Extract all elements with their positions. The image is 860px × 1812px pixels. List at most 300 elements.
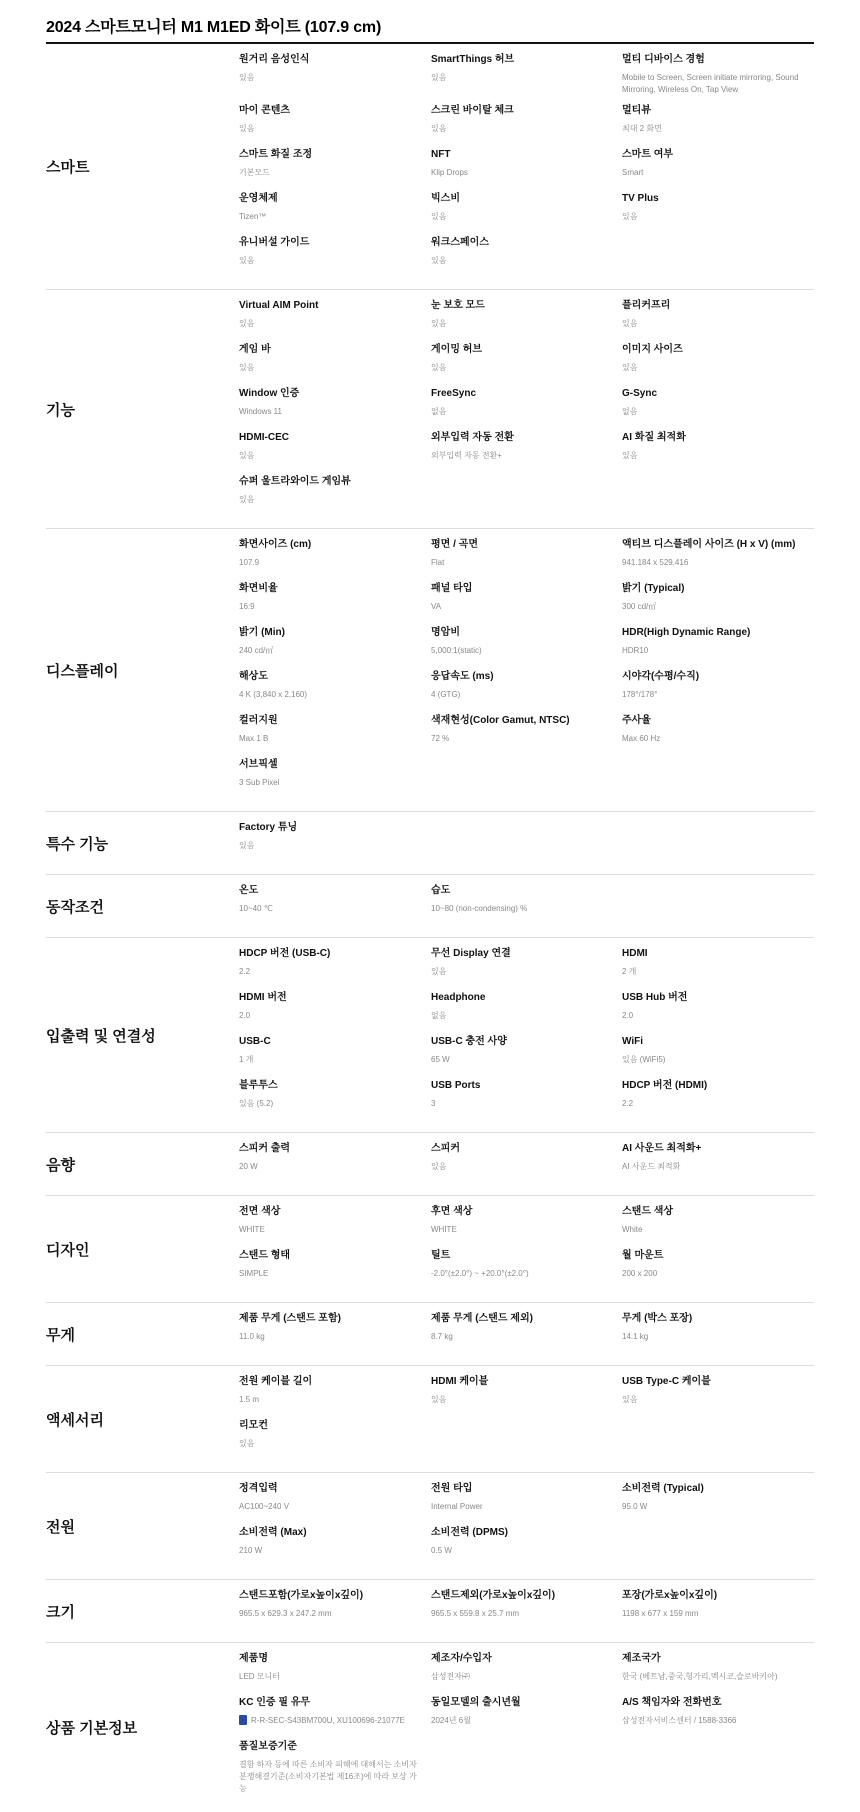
spec-name: 유니버설 가이드 [239,237,310,248]
spec-value: 외부입력 자동 전환+ [431,451,502,460]
spec-name: 마이 콘텐츠 [239,105,291,116]
spec-name: 게임 바 [239,344,271,355]
spec-grid [239,299,814,519]
spec-section [46,44,814,290]
spec-value: 240 cd/㎡ [239,646,274,655]
spec-value: 있음 [239,451,255,460]
spec-value: 있음 [431,73,447,82]
spec-item [239,387,431,431]
spec-item [239,1419,431,1463]
spec-item [622,1079,814,1123]
spec-name: 월 마운트 [622,1250,664,1261]
spec-item [431,1142,622,1186]
spec-item [431,1375,622,1419]
spec-name: A/S 책임자와 전화번호 [622,1697,722,1708]
spec-item [239,1312,431,1356]
spec-value: 10~40 ℃ [239,904,273,913]
spec-value: 200 x 200 [622,1269,658,1278]
spec-grid [239,947,814,1123]
spec-table [46,44,814,1812]
spec-name: 색재현성(Color Gamut, NTSC) [431,715,570,726]
spec-name: 온도 [239,885,259,896]
spec-value: 결함 하자 등에 따른 소비자 피해에 대해서는 소비자분쟁해결기준(소비자기본법 제16조)에 따라 보상 가능 [239,1760,417,1793]
spec-name: 전면 색상 [239,1206,281,1217]
kc-mark-icon [239,1715,247,1725]
spec-item [239,884,431,928]
spec-name: 전원 타입 [431,1483,473,1494]
spec-item [239,431,431,475]
spec-value: 있음 [622,1395,638,1404]
section-label: 동작조건 [46,898,104,916]
spec-name: 스탠드 색상 [622,1206,674,1217]
spec-name: 스마트 여부 [622,149,674,160]
spec-item [622,148,814,192]
section-label: 음향 [46,1156,75,1174]
spec-value: 2.2 [239,967,251,976]
spec-value: 있음 [239,73,255,82]
spec-item [239,947,431,991]
spec-value: 178°/178° [622,690,658,699]
section-label: 특수 기능 [46,835,109,853]
spec-value: 210 W [239,1546,263,1555]
spec-item [622,1035,814,1079]
spec-name: Factory 튜닝 [239,822,298,833]
spec-value: 있음 [622,319,638,328]
spec-value: 삼성전자서비스센터 / 1588-3366 [622,1716,737,1725]
spec-value: 2.0 [239,1011,251,1020]
spec-value: 5,000:1(static) [431,646,482,655]
spec-item [622,991,814,1035]
section-label: 스마트 [46,159,90,176]
spec-item [622,1482,814,1526]
spec-section [46,875,814,938]
spec-name: 해상도 [239,671,268,682]
spec-item [622,53,814,104]
spec-name: 평면 / 곡면 [431,539,478,550]
spec-item [431,582,622,626]
spec-item [239,1249,431,1293]
spec-value: 1198 x 677 x 159 mm [622,1609,699,1618]
spec-item [431,884,622,928]
spec-item [622,104,814,148]
spec-name: 스탠드제외(가로x높이x깊이) [431,1590,556,1601]
spec-name: 제품 무게 (스탠드 포함) [239,1313,341,1324]
spec-name: 틸트 [431,1250,451,1261]
spec-item [622,431,814,475]
spec-item [431,947,622,991]
spec-name: 컬러지원 [239,715,278,726]
spec-name: 포장(가로x높이x깊이) [622,1590,718,1601]
spec-value: 10~80 (non-condensing) % [431,904,528,913]
spec-value: 14.1 kg [622,1332,649,1341]
spec-value: 있음 [239,495,255,504]
spec-value: 8.7 kg [431,1332,453,1341]
spec-value: 있음 [239,841,255,850]
spec-value: 있음 [431,256,447,265]
spec-item [622,343,814,387]
spec-name: USB-C [239,1036,271,1047]
spec-name: WiFi [622,1036,644,1047]
spec-name: USB Type-C 케이블 [622,1376,711,1387]
spec-name: 워크스페이스 [431,237,489,248]
spec-item [622,387,814,431]
spec-value-text: R-R-SEC-S43BM700U, XU100696-21077E [251,1716,405,1725]
spec-grid [239,1205,814,1293]
section-label: 디스플레이 [46,662,119,680]
spec-value: 삼성전자㈜ [431,1672,470,1681]
spec-name: 멀티뷰 [622,105,651,116]
spec-name: HDCP 버전 (HDMI) [622,1080,708,1091]
spec-name: 제조국가 [622,1653,661,1664]
section-label: 디자인 [46,1241,90,1259]
spec-name: 제품 무게 (스탠드 제외) [431,1313,533,1324]
spec-name: 패널 타입 [431,583,473,594]
spec-name: Virtual AIM Point [239,300,319,311]
spec-name: 제조자/수입자 [431,1653,492,1664]
spec-value: 2.0 [622,1011,634,1020]
spec-name: 주사율 [622,715,651,726]
spec-item [239,1696,431,1740]
spec-item [622,192,814,236]
spec-item [431,991,622,1035]
spec-name: 눈 보호 모드 [431,300,485,311]
spec-item [239,236,431,280]
spec-value: Klip Drops [431,168,468,177]
spec-value: 1.5 m [239,1395,260,1404]
section-label: 액세서리 [46,1411,104,1429]
spec-name: 품질보증기준 [239,1741,297,1752]
spec-name: 무게 (박스 포장) [622,1313,693,1324]
spec-item [239,670,431,714]
spec-item [431,431,622,475]
spec-grid [239,1482,814,1570]
spec-name: 소비전력 (Max) [239,1527,307,1538]
spec-item [431,1249,622,1293]
spec-name: 빅스비 [431,193,460,204]
spec-item [239,582,431,626]
spec-item [239,343,431,387]
spec-item [239,1035,431,1079]
spec-item [622,1142,814,1186]
spec-item [622,626,814,670]
spec-section [46,1366,814,1473]
spec-item [431,538,622,582]
spec-item [239,991,431,1035]
spec-item [239,1142,431,1186]
spec-item [431,1482,622,1526]
spec-item [622,1205,814,1249]
spec-value: 있음 [622,451,638,460]
spec-item [239,475,431,519]
section-label: 크기 [46,1603,75,1621]
spec-value: 있음 (WiFi5) [622,1055,666,1064]
spec-name: 제품명 [239,1653,268,1664]
spec-grid [239,1375,814,1463]
spec-value: Max 60 Hz [622,734,661,743]
spec-name: USB Hub 버전 [622,992,688,1003]
spec-name: 블루투스 [239,1080,278,1091]
spec-item [239,1482,431,1526]
spec-value: 있음 [431,1162,447,1171]
spec-item [431,714,622,758]
spec-item [431,236,622,280]
spec-value: 없음 [431,407,447,416]
spec-item [239,148,431,192]
spec-name: USB Ports [431,1080,481,1091]
spec-value: 0.5 W [431,1546,452,1555]
spec-section [46,1133,814,1196]
spec-name: 게이밍 허브 [431,344,483,355]
spec-value: 107.9 [239,558,260,567]
spec-item [431,1312,622,1356]
spec-name: HDR(High Dynamic Range) [622,627,751,638]
spec-section [46,812,814,875]
spec-value: 있음 [239,124,255,133]
spec-name: 동일모델의 출시년월 [431,1697,521,1708]
spec-value: Internal Power [431,1502,483,1511]
spec-name: 플리커프리 [622,300,671,311]
spec-name: HDMI 케이블 [431,1376,489,1387]
spec-name: 멀티 디바이스 경험 [622,54,705,65]
spec-item [622,538,814,582]
spec-item [622,1589,814,1633]
spec-item [622,670,814,714]
spec-item [239,104,431,148]
spec-item [622,714,814,758]
spec-value: 없음 [431,1011,447,1020]
spec-name: 시야각(수평/수직) [622,671,700,682]
spec-item [239,299,431,343]
spec-name: 화면사이즈 (cm) [239,539,312,550]
spec-value: 있음 [431,1395,447,1404]
spec-value: 965.5 x 629.3 x 247.2 mm [239,1609,332,1618]
spec-name: 전원 케이블 길이 [239,1376,313,1387]
spec-item [431,343,622,387]
spec-name: 정격입력 [239,1483,278,1494]
spec-item [622,947,814,991]
spec-name: 스피커 출력 [239,1143,291,1154]
spec-name: KC 인증 필 유무 [239,1697,311,1708]
spec-name: 스피커 [431,1143,460,1154]
spec-item [431,53,622,104]
spec-name: 서브픽셀 [239,759,278,770]
spec-item [431,1079,622,1123]
spec-grid [239,538,814,802]
spec-item [239,1526,431,1570]
spec-item [239,538,431,582]
spec-value: SIMPLE [239,1269,269,1278]
spec-name: TV Plus [622,193,659,204]
spec-section [46,529,814,812]
spec-value: -2.0°(±2.0°) ~ +20.0°(±2.0°) [431,1269,529,1278]
spec-name: 스크린 바이탈 체크 [431,105,514,116]
spec-value: 있음 [239,319,255,328]
spec-value: 2.2 [622,1099,634,1108]
spec-value: Tizen™ [239,212,267,221]
spec-item [239,192,431,236]
spec-value: 있음 (5.2) [239,1099,274,1108]
spec-item [239,1205,431,1249]
spec-value: 300 cd/㎡ [622,602,657,611]
spec-grid [239,884,814,928]
spec-item [431,1035,622,1079]
spec-name: 명암비 [431,627,460,638]
spec-section [46,1196,814,1303]
spec-value: 965.5 x 559.8 x 25.7 mm [431,1609,520,1618]
spec-name: FreeSync [431,388,477,399]
spec-grid [239,1142,814,1186]
section-label: 전원 [46,1518,75,1536]
spec-name: AI 사운드 최적화+ [622,1143,702,1154]
spec-name: 스탠드 형태 [239,1250,291,1261]
spec-name: 밝기 (Min) [239,627,285,638]
spec-item [622,1652,814,1696]
spec-value: WHITE [239,1225,265,1234]
spec-grid [239,1312,814,1356]
spec-grid [239,1652,814,1803]
spec-value: 941.184 x 529.416 [622,558,689,567]
page-title: 2024 스마트모니터 M1 M1ED 화이트 (107.9 cm) [46,19,382,36]
spec-item [431,1205,622,1249]
spec-name: 스마트 화질 조정 [239,149,313,160]
spec-value: 16:9 [239,602,255,611]
spec-item [431,1589,622,1633]
spec-value: 95.0 W [622,1502,648,1511]
spec-value: LED 모니터 [239,1672,280,1681]
spec-name: G-Sync [622,388,658,399]
spec-item [622,582,814,626]
section-label: 무게 [46,1326,75,1344]
spec-value: 최대 2 화면 [622,124,662,133]
spec-item [431,387,622,431]
spec-item [239,714,431,758]
spec-value [239,1715,419,1727]
spec-name: USB-C 충전 사양 [431,1036,507,1047]
spec-name: HDMI [622,948,648,959]
spec-item [431,192,622,236]
spec-value: 4 (GTG) [431,690,461,699]
spec-value: 2 개 [622,967,637,976]
spec-value: 2024년 6월 [431,1716,471,1725]
spec-item [622,1249,814,1293]
spec-value: 72 % [431,734,450,743]
spec-value: 없음 [622,407,638,416]
spec-item [431,1526,622,1570]
spec-value: 있음 [239,256,255,265]
spec-value: 있음 [431,124,447,133]
spec-item [239,1375,431,1419]
spec-value: 있음 [622,363,638,372]
spec-value: AC100~240 V [239,1502,290,1511]
spec-name: 응답속도 (ms) [431,671,494,682]
spec-name: NFT [431,149,451,160]
spec-name: HDCP 버전 (USB-C) [239,948,331,959]
spec-item [431,670,622,714]
spec-name: 밝기 (Typical) [622,583,685,594]
spec-name: 외부입력 자동 전환 [431,432,514,443]
spec-value: Smart [622,168,644,177]
section-label: 상품 기본정보 [46,1720,138,1737]
spec-item [622,299,814,343]
spec-item [431,148,622,192]
spec-value: VA [431,602,442,611]
section-label: 입출력 및 연결성 [46,1027,156,1045]
spec-value: 11.0 kg [239,1332,265,1341]
spec-value: 4 K (3,840 x 2,160) [239,690,308,699]
spec-value: 있음 [431,212,447,221]
spec-item [431,1696,622,1740]
spec-name: 화면비율 [239,583,278,594]
spec-item [431,299,622,343]
spec-name: 습도 [431,885,451,896]
spec-value: Mobile to Screen, Screen initiate mirroring, Sound Mirroring, Wireless On, Tap View [622,73,799,94]
spec-item [239,821,431,865]
spec-item [431,104,622,148]
spec-section [46,938,814,1133]
spec-value: 20 W [239,1162,258,1171]
spec-grid [239,1589,814,1633]
spec-name: 후면 색상 [431,1206,473,1217]
spec-value: Flat [431,558,445,567]
spec-value: Windows 11 [239,407,282,416]
spec-section [46,1580,814,1643]
spec-item [431,626,622,670]
spec-name: Headphone [431,992,486,1003]
spec-name: 소비전력 (DPMS) [431,1527,508,1538]
spec-value: 기본모드 [239,168,270,177]
spec-section [46,290,814,529]
spec-item [239,1652,431,1696]
spec-name: 스탠드포함(가로x높이x깊이) [239,1590,364,1601]
spec-value: 3 [431,1099,436,1108]
spec-value: 있음 [239,363,255,372]
spec-value: 있음 [431,967,447,976]
spec-value: 1 개 [239,1055,254,1064]
spec-name: HDMI 버전 [239,992,287,1003]
spec-section [46,1303,814,1366]
spec-value: Max 1 B [239,734,269,743]
spec-item [239,1589,431,1633]
spec-name: 원거리 음성인식 [239,54,310,65]
spec-name: SmartThings 허브 [431,54,515,65]
spec-value: 있음 [622,212,638,221]
spec-name: 소비전력 (Typical) [622,1483,704,1494]
spec-section [46,1473,814,1580]
spec-item [239,758,431,802]
spec-name: 이미지 사이즈 [622,344,683,355]
spec-name: AI 화질 최적화 [622,432,686,443]
spec-name: 운영체제 [239,193,278,204]
spec-item [239,1740,431,1803]
spec-value: 65 W [431,1055,450,1064]
spec-value: 있음 [239,1439,255,1448]
spec-name: 리모컨 [239,1420,268,1431]
spec-name: 슈퍼 울트라와이드 게임뷰 [239,476,351,487]
spec-name: HDMI-CEC [239,432,289,443]
spec-value: 있음 [431,319,447,328]
spec-item [622,1312,814,1356]
spec-value: WHITE [431,1225,457,1234]
spec-item [239,626,431,670]
spec-grid [239,53,814,280]
spec-section [46,1643,814,1812]
spec-name: 액티브 디스플레이 사이즈 (H x V) (mm) [622,539,796,550]
spec-name: 무선 Display 연결 [431,948,511,959]
spec-name: Window 인증 [239,388,300,399]
spec-value: White [622,1225,643,1234]
spec-value: 있음 [431,363,447,372]
spec-item [239,53,431,104]
